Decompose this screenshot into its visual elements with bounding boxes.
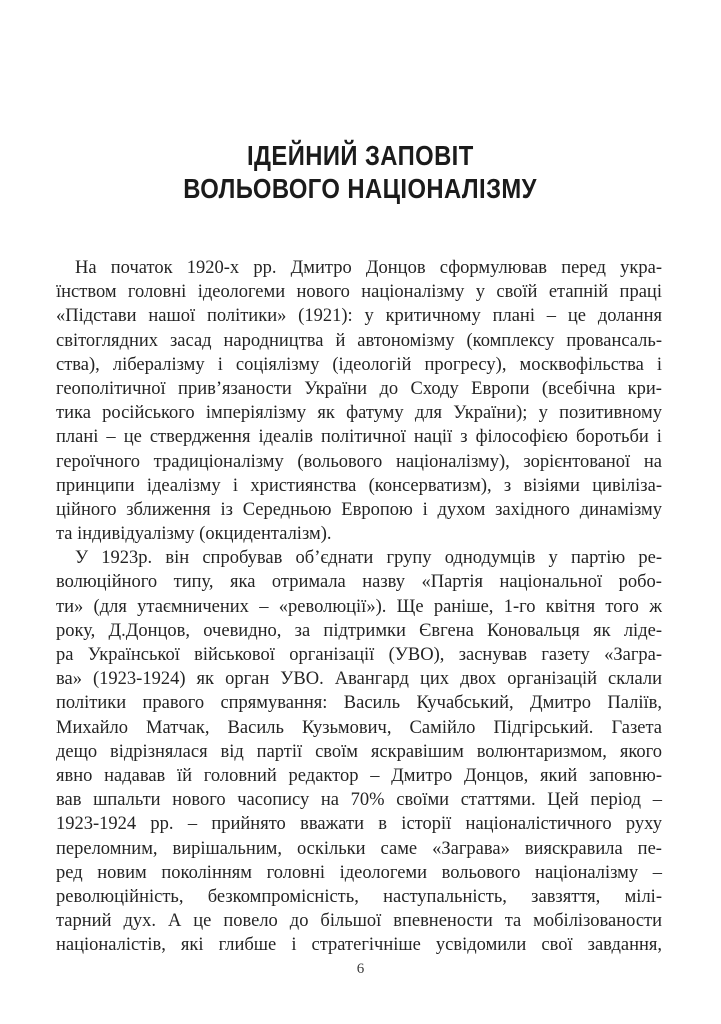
text-line: тика російського імперіялізму як фатуму для України); у позитивному xyxy=(56,403,662,424)
text-line: вав шпальти нового часопису на 70% своїми статтями. Цей період – xyxy=(56,790,662,811)
page-title xyxy=(0,139,721,205)
text-line: ва» (1923-1924) як орган УВО. Авангард цих двох організацій склали xyxy=(56,669,662,690)
text-line: політики правого спрямування: Василь Кучабський, Дмитро Паліїв, xyxy=(56,693,662,714)
text-line: ра Української військової організації (УВО), заснував газету «Загра- xyxy=(56,645,663,665)
text-line: Михайло Матчак, Василь Кузьмович, Самійло Підгірський. Газета xyxy=(56,717,662,738)
body-text xyxy=(56,256,662,957)
text-line: та індивідуалізму (окциденталізм). xyxy=(56,524,332,545)
page-title-line-1 xyxy=(0,139,721,172)
text-line: геополітичної прив’язаности України до Сходу Европи (всебічна кри- xyxy=(56,378,662,399)
text-line: героїчного традиціоналізму (вольового націоналізму), зорієнтованої на xyxy=(56,451,662,472)
text-line: волюційного типу, яка отримала назву «Партія національної робо- xyxy=(56,572,662,593)
page-title-line-2-text: ВОЛЬОВОГО НАЦІОНАЛІЗМУ xyxy=(183,173,538,204)
text-line: націоналістів, які глибше і стратегічніше усвідомили свої завдання, xyxy=(56,935,663,956)
text-line: року, Д.Донцов, очевидно, за підтримки Євгена Коновальця як ліде- xyxy=(56,620,662,641)
text-line: принципи ідеалізму і християнства (консерватизм), з візіями цивіліза- xyxy=(56,475,662,496)
text-line: ства), лібералізму і соціялізму (ідеологій прогресу), москвофільства і xyxy=(56,354,663,375)
page-title-line-1-text: ІДЕЙНИЙ ЗАПОВІТ xyxy=(247,140,474,171)
page-title-line-2 xyxy=(0,172,721,205)
text-line: переломним, вирішальним, оскільки саме «Заграва» вияскравила пе- xyxy=(56,838,662,859)
text-line: ред новим поколінням головні ідеологеми вольового націоналізму – xyxy=(56,862,662,883)
text-line: ти» (для утаємничених – «революції»). Ще раніше, 1-го квітня того ж xyxy=(56,596,662,617)
text-line: На початок 1920-х рр. Дмитро Донцов сформулював перед укра- xyxy=(75,258,663,278)
text-line: дещо відрізнялася від партії своїм яскравішим волюнтаризмом, якого xyxy=(56,741,663,762)
paragraph xyxy=(56,546,662,957)
text-line: ційного зближення із Середньою Европою і духом західного динамізму xyxy=(56,499,662,520)
text-line: 1923-1924 рр. – прийнято вважати в історії націоналістичного руху xyxy=(56,814,662,835)
page-number: 6 xyxy=(356,961,365,977)
text-line: їнством головні ідеологеми нового націоналізму у своїй етапній праці xyxy=(56,282,662,303)
text-line: світоглядних засад народництва й автономізму (комплексу провансаль- xyxy=(56,330,662,351)
text-line: тарний дух. А це повело до більшої впевнености та мобілізованости xyxy=(56,911,663,932)
text-line: У 1923р. він спробував об’єднати групу однодумців у партію ре- xyxy=(75,548,662,569)
paragraph xyxy=(56,256,662,546)
text-line: «Підстави нашої політики» (1921): у критичному плані – це долання xyxy=(56,306,663,327)
text-line: революційність, безкомпромісність, наступальність, завзяття, мілі- xyxy=(56,886,662,907)
text-line: плані – це ствердження ідеалів політичної нації з філософією боротьби і xyxy=(56,427,662,448)
text-line: явно надавав їй головний редактор – Дмитро Донцов, який заповню- xyxy=(56,765,663,786)
